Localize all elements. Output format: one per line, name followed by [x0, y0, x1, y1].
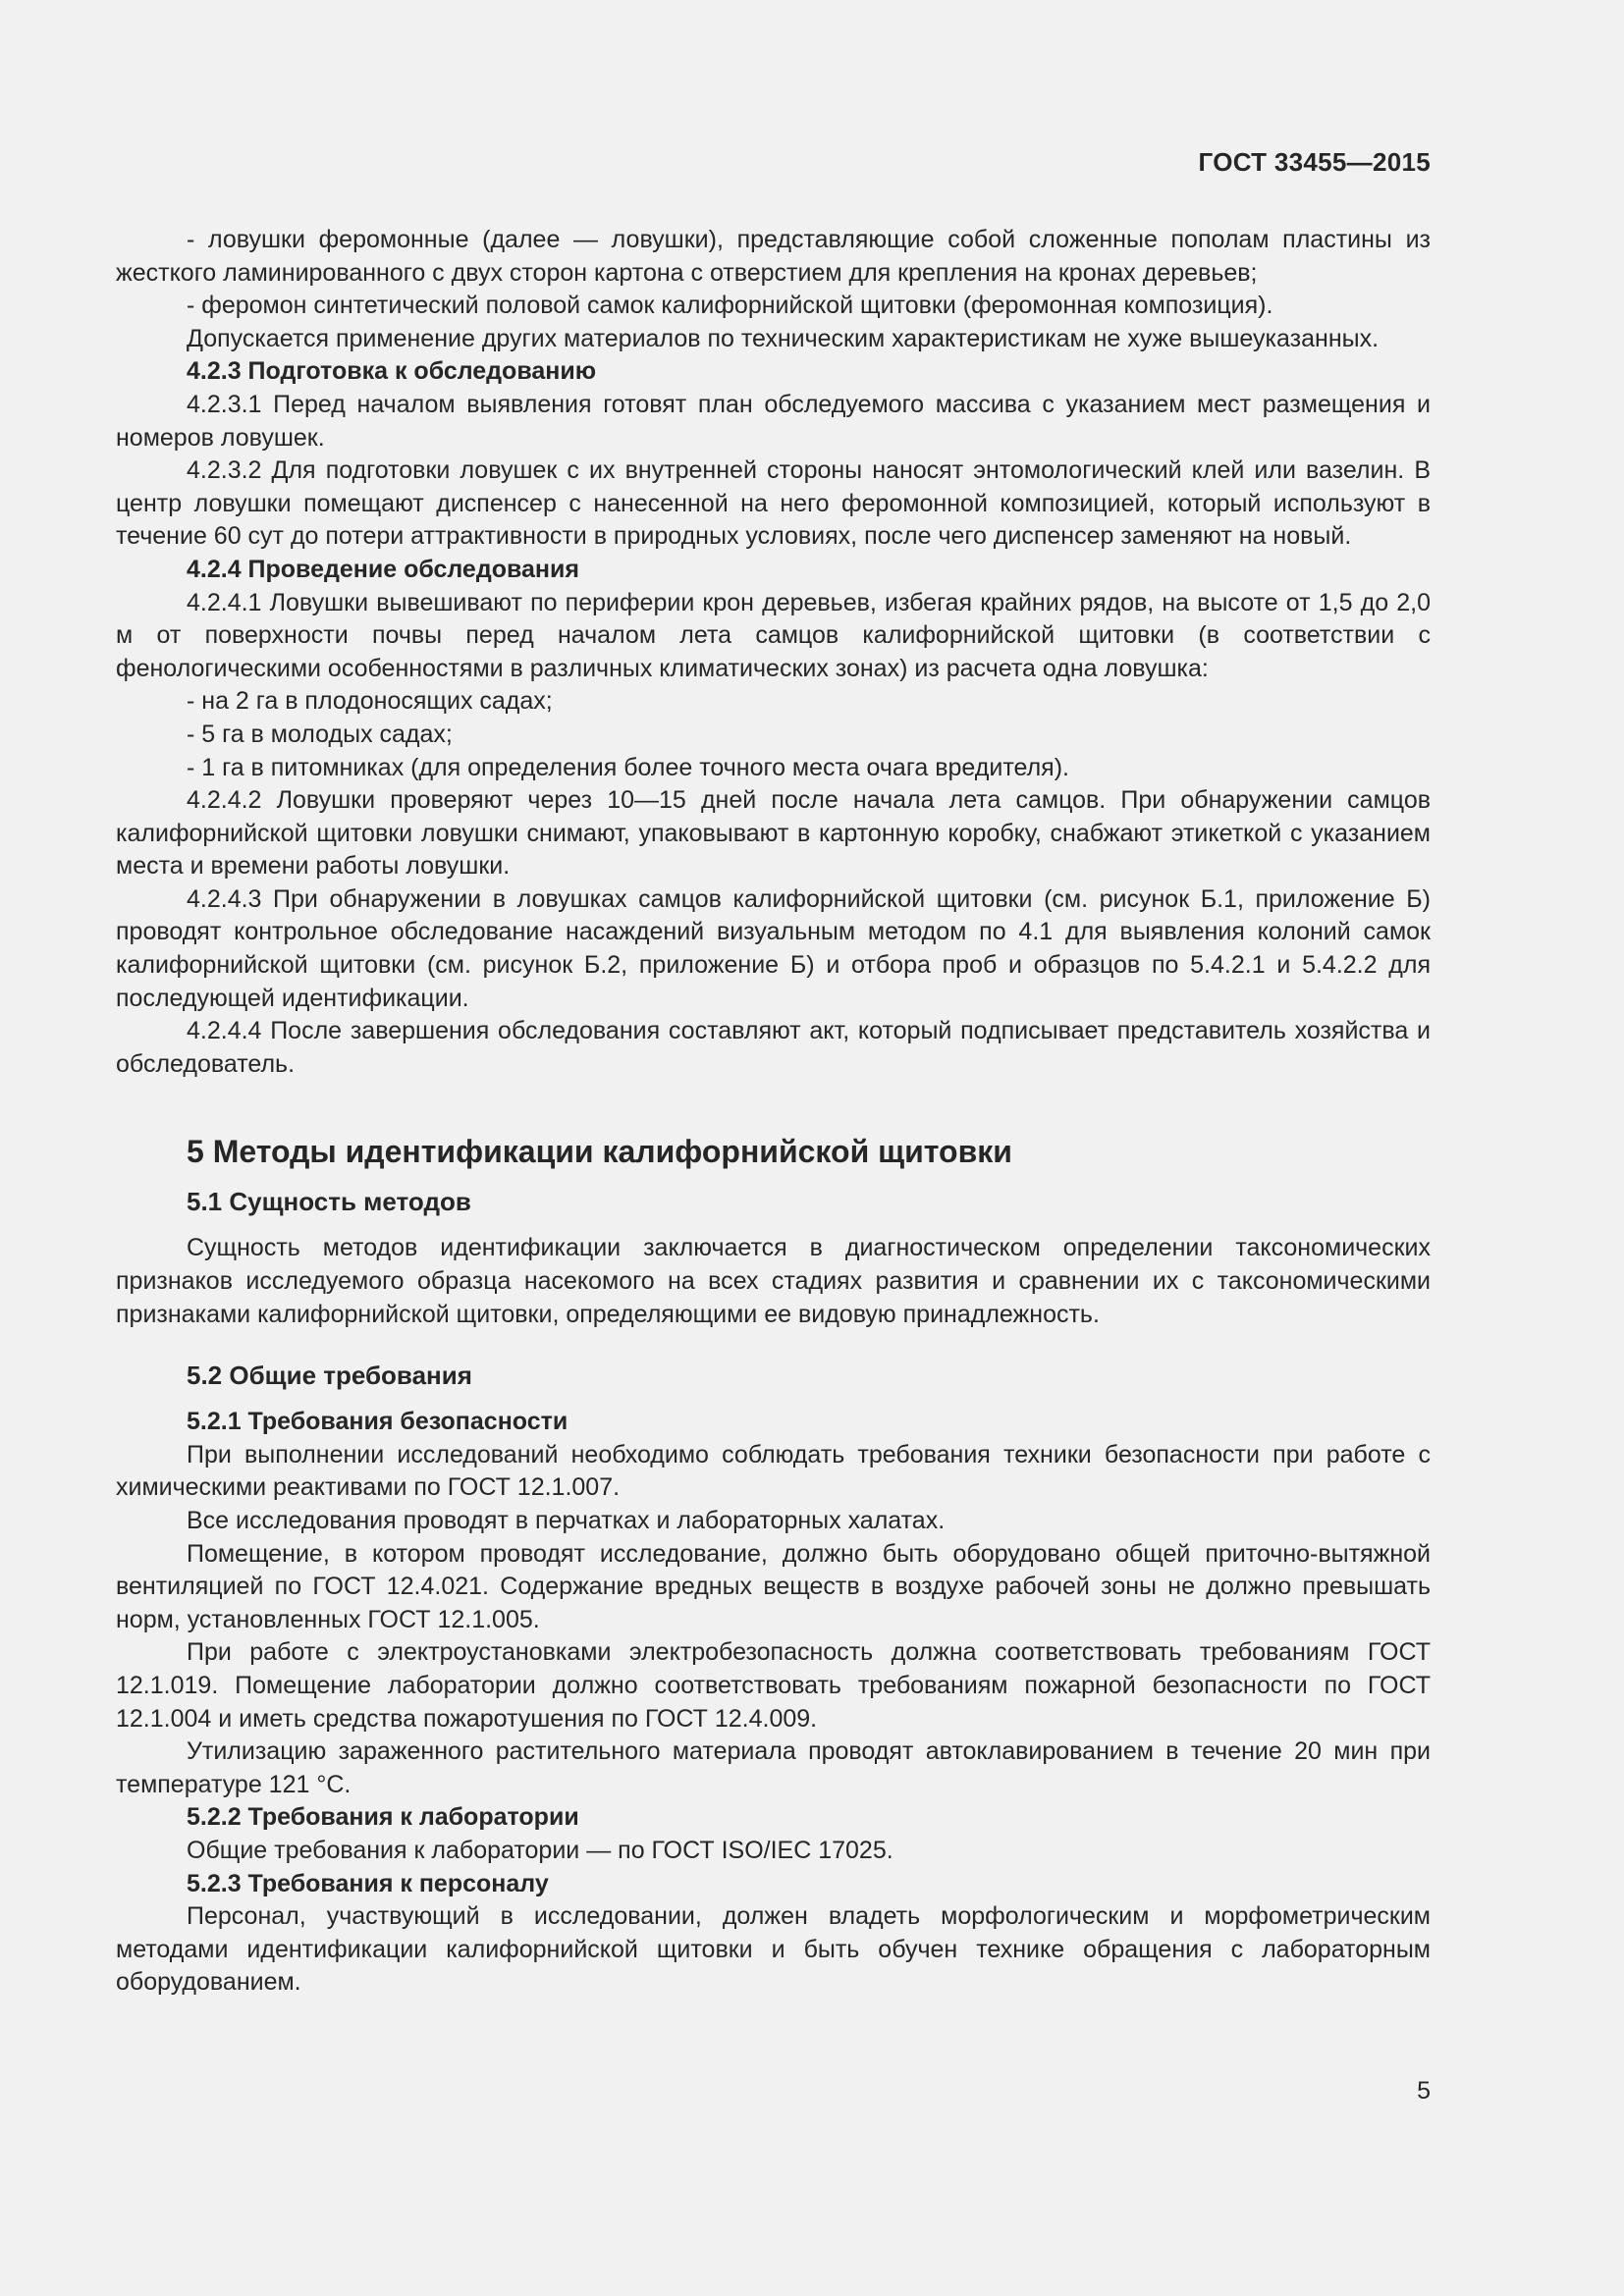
paragraph-other-materials: Допускается применение других материалов по техническим характеристикам не хуже вышеуказанных.	[187, 324, 1380, 352]
section-5-1-heading: 5.1 Сущность методов	[187, 1187, 471, 1217]
paragraph-5-2-1-b: Все исследования проводят в перчатках и лабораторных халатах.	[187, 1507, 946, 1534]
paragraph-4-2-4-3: 4.2.4.3 При обнаружении в ловушках самцов калифорнийской щитовки (см. рисунок Б.1, приложение Б) проводят контрольное обследование насаждений визуальным методом по 4.1 для выявления колоний самок калифорнийской щитовки (см. рисунок Б.2, приложение Б) и отбора проб и образцов по 5.4.2.1 и 5.4.2.2 для последующей идентификации.	[116, 884, 1431, 1012]
list-item: - на 2 га в плодоносящих садах;	[187, 687, 553, 716]
document-body	[116, 224, 1431, 2000]
paragraph-4-2-3-1: 4.2.3.1 Перед началом выявления готовят план обследуемого массива с указанием мест размещения и номеров ловушек.	[116, 390, 1431, 452]
paragraph-traps: - ловушки феромонные (далее — ловушки), представляющие собой сложенные пополам пластины из жесткого ламинированного с двух сторон картона с отверстием для крепления на кронах деревьев;	[116, 226, 1431, 287]
document-header: ГОСТ 33455—2015	[1198, 147, 1431, 177]
section-5-2-heading: 5.2 Общие требования	[187, 1361, 472, 1391]
paragraph-5-2-1-a: При выполнении исследований необходимо соблюдать требования техники безопасности при работе с химическими реактивами по ГОСТ 12.1.007.	[116, 1440, 1431, 1502]
paragraph-5-2-1-c: Помещение, в котором проводят исследование, должно быть оборудовано общей приточно-вытяжной вентиляцией по ГОСТ 12.4.021. Содержание вредных веществ в воздухе рабочей зоны не должно превышать норм, установленных ГОСТ 12.1.005.	[116, 1539, 1431, 1633]
section-5-heading: 5 Методы идентификации калифорнийской щитовки	[187, 1134, 1012, 1170]
spacer	[116, 1331, 1431, 1347]
subsection-4-2-4-title: 4.2.4 Проведение обследования	[187, 555, 579, 583]
paragraph-pheromone: - феромон синтетический половой самок калифорнийской щитовки (феромонная композиция).	[187, 292, 1273, 320]
subsection-5-2-2-title: 5.2.2 Требования к лаборатории	[187, 1803, 579, 1832]
paragraph-5-2-1-d: При работе с электроустановками электробезопасность должна соответствовать требованиям ГОСТ 12.1.019. Помещение лаборатории должно соответствовать требованиям пожарной безопасности по ГОСТ 12.1.004 и иметь средства пожаротушения по ГОСТ 12.4.009.	[116, 1638, 1431, 1733]
paragraph-5-1: Сущность методов идентификации заключается в диагностическом определении таксономических признаков исследуемого образца насекомого на всех стадиях развития и сравнении их с таксономическими признаками калифорнийской щитовки, определяющими ее видовую принадлежность.	[116, 1234, 1431, 1328]
subsection-5-2-3-title: 5.2.3 Требования к персоналу	[187, 1869, 549, 1897]
paragraph-4-2-4-1: 4.2.4.1 Ловушки вывешивают по периферии крон деревьев, избегая крайних рядов, на высоте от 1,5 до 2,0 м от поверхности почвы перед началом лета самцов калифорнийской щитовки (в соответствии с фенологическими особенностями в различных климатических зонах) из расчета одна ловушка:	[116, 588, 1431, 682]
paragraph-4-2-3-2: 4.2.3.2 Для подготовки ловушек с их внутренней стороны наносят энтомологический клей или вазелин. В центр ловушки помещают диспенсер с нанесенной на него феромонной композицией, который используют в течение 60 сут до потери аттрактивности в природных условиях, после чего диспенсер заменяют на новый.	[116, 456, 1431, 551]
page-number: 5	[1417, 2077, 1431, 2105]
paragraph-4-2-4-2: 4.2.4.2 Ловушки проверяют через 10—15 дней после начала лета самцов. При обнаружении самцов калифорнийской щитовки ловушки снимают, упаковывают в картонную коробку, снабжают этикеткой с указанием места и времени работы ловушки.	[116, 786, 1431, 881]
paragraph-4-2-4-4: 4.2.4.4 После завершения обследования составляют акт, который подписывает представитель хозяйства и обследователь.	[116, 1017, 1431, 1078]
paragraph-5-2-3: Персонал, участвующий в исследовании, должен владеть морфологическим и морфометрическим методами идентификации калифорнийской щитовки и быть обучен технике обращения с лабораторным оборудованием.	[116, 1902, 1431, 1997]
paragraph-5-2-2: Общие требования к лаборатории — по ГОСТ ISO/IEC 17025.	[187, 1836, 893, 1864]
subsection-5-2-1-title: 5.2.1 Требования безопасности	[187, 1408, 568, 1436]
paragraph-5-2-1-e: Утилизацию зараженного растительного материала проводят автоклавированием в течение 20 мин при температуре 121 °С.	[116, 1737, 1431, 1798]
subsection-4-2-3-title: 4.2.3 Подготовка к обследованию	[187, 357, 597, 386]
list-item: - 1 га в питомниках (для определения более точного места очага вредителя).	[187, 753, 1069, 781]
list-item: - 5 га в молодых садах;	[187, 720, 453, 748]
